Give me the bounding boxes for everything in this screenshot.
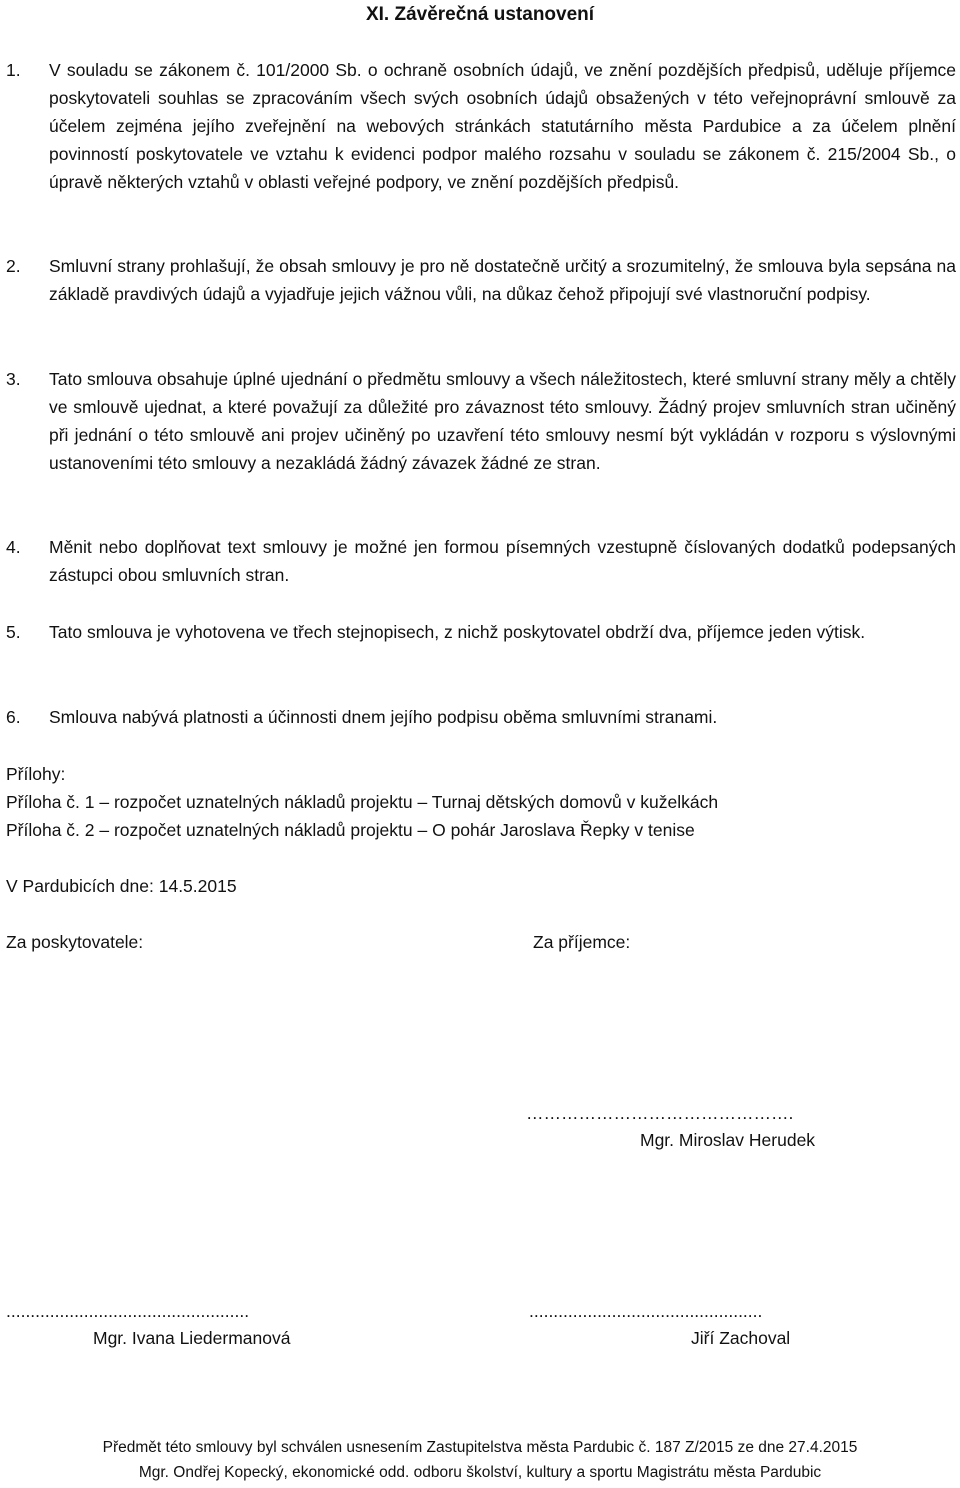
attachment-item: Příloha č. 1 – rozpočet uznatelných nákladů projektu – Turnaj dětských domovů v kuželkách: [6, 792, 719, 812]
signature-line: ................................................: [529, 1301, 763, 1321]
clause-6: [6, 703, 956, 731]
clause-number: 1.: [6, 60, 21, 80]
clause-number: 3.: [6, 369, 21, 389]
clause-2: [6, 252, 956, 308]
signature-line: ..................................................: [6, 1301, 250, 1321]
clause-number: 5.: [6, 622, 21, 642]
signature-line: ……………………………………….: [526, 1103, 794, 1123]
clause-text: Tato smlouva obsahuje úplné ujednání o předmětu smlouvy a všech náležitostech, které smluvní strany měly a chtěly ve smlouvě ujednat, a které považují za důležité pro závaznost této smlouvy. Žádný projev smluvních stran učiněný při jednání o této smlouvě ani projev učiněný po uzavření této smlouvy nesmí být vykládán v rozporu s výslovnými ustanoveními této smlouvy a nezakládá žádný závazek žádné ze stran.: [49, 369, 956, 473]
clause-3: [6, 365, 956, 477]
section-title: XI. Závěrečná ustanovení: [365, 4, 595, 25]
attachments-heading: Přílohy:: [6, 764, 66, 784]
clause-1: [6, 56, 956, 196]
place-date: V Pardubicích dne: 14.5.2015: [6, 876, 237, 896]
provider-label: Za poskytovatele:: [6, 932, 144, 952]
attachment-item: Příloha č. 2 – rozpočet uznatelných nákladů projektu – O pohár Jaroslava Řepky v tenise: [6, 820, 695, 840]
signatory-name: Jiří Zachoval: [691, 1328, 791, 1348]
clause-5: [6, 618, 956, 646]
clause-text: V souladu se zákonem č. 101/2000 Sb. o ochraně osobních údajů, ve znění pozdějších předpisů, uděluje příjemce poskytovateli souhlas se zpracováním všech svých osobních údajů obsažených v této veřejnoprávní smlouvě za účelem zejména jejího zveřejnění na webových stránkách statutárního města Pardubice a za účelem plnění povinností poskytovatele ve vztahu k evidenci podpor malého rozsahu v souladu se zákonem č. 215/2004 Sb., o úpravě některých vztahů v oblasti veřejné podpory, ve znění pozdějších předpisů.: [49, 60, 956, 192]
clause-text: Měnit nebo doplňovat text smlouvy je možné jen formou písemných vzestupně číslovaných dodatků podepsaných zástupci obou smluvních stran.: [49, 537, 956, 585]
recipient-label: Za příjemce:: [533, 932, 631, 952]
clause-number: 2.: [6, 256, 21, 276]
clause-4: [6, 533, 956, 589]
clause-text: Smluvní strany prohlašují, že obsah smlouvy je pro ně dostatečně určitý a srozumitelný, že smlouva byla sepsána na základě pravdivých údajů a vyjadřuje jejich vážnou vůli, na důkaz čehož připojují své vlastnoruční podpisy.: [49, 256, 956, 304]
signatory-name: Mgr. Miroslav Herudek: [640, 1130, 816, 1150]
clause-number: 4.: [6, 537, 21, 557]
footer-author: Mgr. Ondřej Kopecký, ekonomické odd. odboru školství, kultury a sportu Magistrátu města Pardubic: [138, 1464, 822, 1481]
clause-text: Tato smlouva je vyhotovena ve třech stejnopisech, z nichž poskytovatel obdrží dva, příjemce jeden výtisk.: [49, 622, 866, 642]
clause-text: Smlouva nabývá platnosti a účinnosti dnem jejího podpisu oběma smluvními stranami.: [49, 707, 718, 727]
footer-approval: Předmět této smlouvy byl schválen usnesením Zastupitelstva města Pardubic č. 187 Z/2015 ze dne 27.4.2015: [102, 1439, 858, 1456]
signatory-name: Mgr. Ivana Liedermanová: [93, 1328, 291, 1348]
clause-number: 6.: [6, 707, 21, 727]
